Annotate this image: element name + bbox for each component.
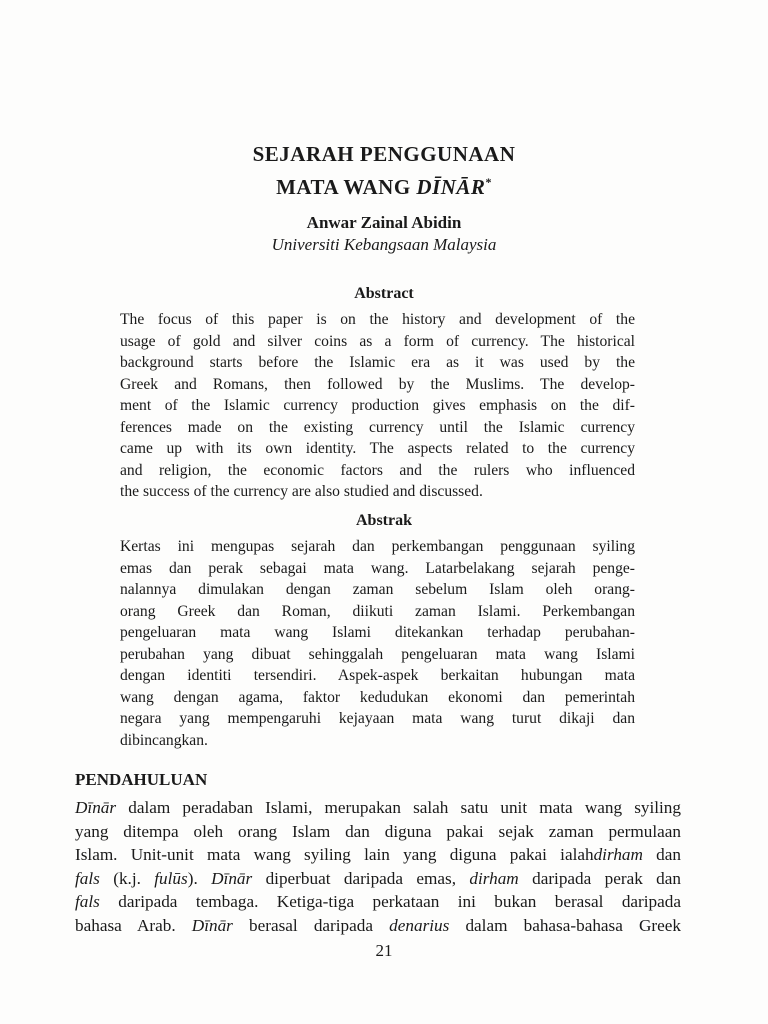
abstrak-line: dengan identiti tersendiri. Aspek-aspek berkaitan hubungan mata <box>120 667 635 684</box>
introduction-line <box>75 890 681 914</box>
introduction-line <box>75 820 681 844</box>
abstract-line: The focus of this paper is on the history and development of the <box>120 311 635 328</box>
title-dinar-word: DĪNĀR <box>416 175 486 199</box>
title-footnote-mark: * <box>485 175 492 189</box>
italic-term: fals <box>75 892 100 912</box>
page-number: 21 <box>375 941 393 960</box>
italic-term: Dīnār <box>211 868 253 888</box>
abstract-line: background starts before the Islamic era as it was used by the <box>120 354 635 371</box>
title-line-1: SEJARAH PENGGUNAAN <box>252 142 516 166</box>
abstract-line: usage of gold and silver coins as a form of currency. The historical <box>120 332 635 350</box>
italic-term: Dīnār <box>191 915 233 935</box>
abstract-line: ment of the Islamic currency production gives emphasis on the dif- <box>120 397 635 414</box>
text-run: yang ditempa oleh orang Islam dan diguna pakai sejak zaman permulaan <box>75 821 681 841</box>
abstract-line: Greek and Romans, then followed by the Muslims. The develop- <box>120 375 635 393</box>
introduction-line <box>75 914 681 938</box>
text-run: Islam. Unit-unit mata wang syiling lain yang diguna pakai ialah <box>75 845 594 865</box>
text-run: dalam peradaban Islami, merupakan salah satu unit mata wang syiling <box>116 798 681 817</box>
italic-term: dirham <box>469 868 519 888</box>
title-line-2 <box>0 168 768 201</box>
abstract-heading: Abstract <box>354 285 414 302</box>
abstrak-line: nalannya dimulakan dengan zaman sebelum Islam oleh orang- <box>120 581 635 598</box>
abstrak-body <box>120 536 635 751</box>
article-title <box>0 140 768 201</box>
title-line-2-prefix: MATA WANG <box>276 175 417 199</box>
text-run: daripada tembaga. Ketiga-tiga perkataan ini bukan berasal daripada <box>99 892 681 912</box>
abstrak-line: emas dan perak sebagai mata wang. Latarbelakang sejarah penge- <box>120 559 635 577</box>
author-affiliation: Universiti Kebangsaan Malaysia <box>271 235 497 254</box>
text-run: (k.j. <box>99 868 155 888</box>
italic-term: fulūs <box>154 868 188 888</box>
introduction-line <box>75 843 681 867</box>
abstract-line: ferences made on the existing currency until the Islamic currency <box>120 418 635 436</box>
author-name: Anwar Zainal Abidin <box>306 213 462 232</box>
abstract-body <box>120 309 635 503</box>
abstrak-line: orang Greek dan Roman, diikuti zaman Islami. Perkembangan <box>120 602 635 620</box>
abstrak-line: Kertas ini mengupas sejarah dan perkembangan penggunaan syiling <box>120 538 635 555</box>
abstrak-heading: Abstrak <box>355 512 412 529</box>
text-run: berasal daripada <box>232 915 390 935</box>
text-run: daripada perak dan <box>518 868 682 888</box>
abstrak-line: negara yang mempengaruhi kejayaan mata wang turut dikaji dan <box>120 710 635 727</box>
introduction-line <box>75 796 681 820</box>
italic-term: dirham <box>593 845 643 865</box>
text-run: bahasa Arab. <box>75 915 192 935</box>
text-run: ). <box>187 868 212 888</box>
abstract-line: and religion, the economic factors and the rulers who influenced <box>120 461 635 479</box>
abstrak-line: wang dengan agama, faktor kedudukan ekonomi dan pemerintah <box>120 688 635 706</box>
italic-term: denarius <box>389 915 450 935</box>
introduction-line <box>75 867 681 891</box>
text-run: dalam bahasa-bahasa Greek <box>449 915 681 935</box>
introduction-heading: PENDAHULUAN <box>75 770 208 789</box>
italic-term: fals <box>75 868 100 888</box>
text-run: dan <box>642 845 681 865</box>
abstrak-line: pengeluaran mata wang Islami ditekankan terhadap perubahan- <box>120 624 635 641</box>
italic-term: Dīnār <box>75 798 117 817</box>
abstract-line: the success of the currency are also studied and discussed. <box>120 483 483 500</box>
introduction-body <box>75 796 681 938</box>
abstract-line: came up with its own identity. The aspects related to the currency <box>120 440 635 457</box>
text-run: diperbuat daripada emas, <box>252 868 470 888</box>
abstrak-line: perubahan yang dibuat sehinggalah pengeluaran mata wang Islami <box>120 645 635 663</box>
abstrak-line: dibincangkan. <box>120 731 208 749</box>
